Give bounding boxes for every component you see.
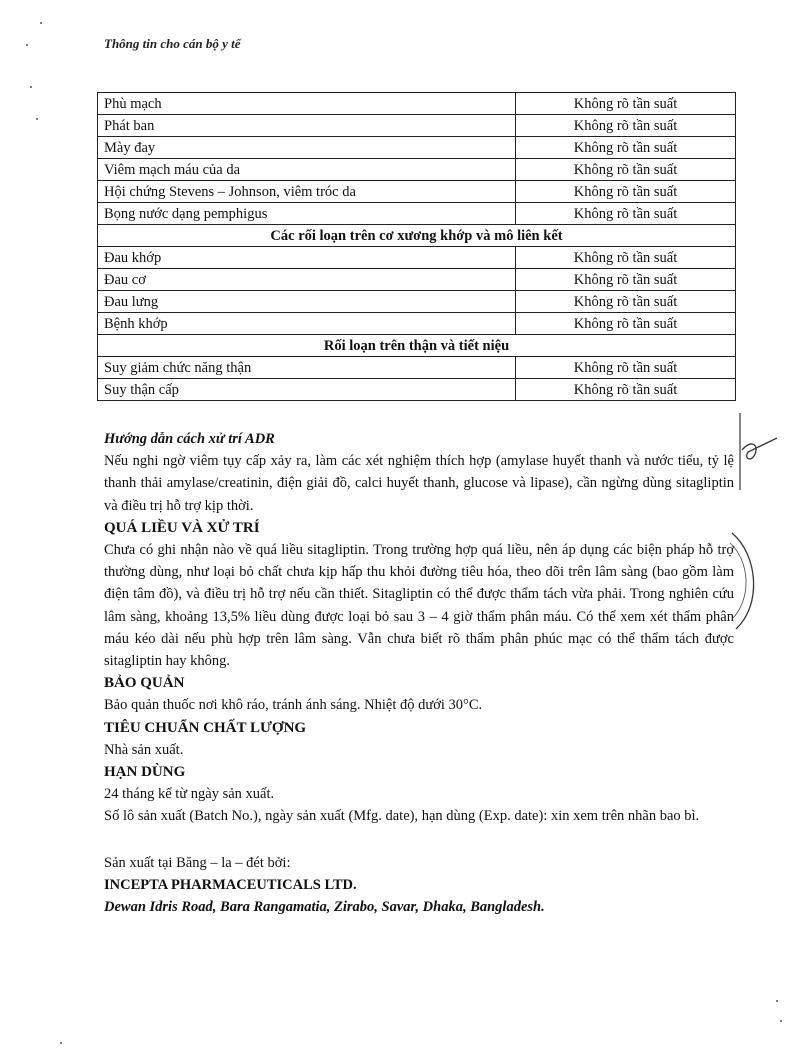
scan-speck	[26, 44, 28, 46]
frequency-cell: Không rõ tần suất	[516, 93, 736, 115]
scan-speck	[30, 86, 32, 88]
storage-text: Bảo quản thuốc nơi khô ráo, tránh ánh sáng. Nhiệt độ dưới 30°C.	[104, 697, 483, 714]
manufacturer-intro: Sản xuất tại Băng – la – đét bởi:	[104, 854, 291, 871]
frequency-cell: Không rõ tần suất	[516, 181, 736, 203]
adverse-effect-cell: Đau lưng	[98, 291, 516, 313]
table-row	[98, 159, 736, 181]
section-title: Các rối loạn trên cơ xương khớp và mô liên kết	[98, 225, 736, 247]
quality-heading: TIÊU CHUẨN CHẤT LƯỢNG	[104, 719, 307, 736]
scan-speck	[780, 1020, 782, 1022]
frequency-cell: Không rõ tần suất	[516, 379, 736, 401]
adr-guidance-text: Nếu nghi ngờ viêm tụy cấp xảy ra, làm các xét nghiệm thích hợp (amylase huyết thanh và nước tiểu, tỷ lệ thanh thải amylase/creatinin, điện giải đồ, calci huyết thanh, glucose và lipase), cần ngừng dùng sitagliptin và điều trị hỗ trợ kịp thời.	[104, 453, 734, 514]
adverse-effect-cell: Mày đay	[98, 137, 516, 159]
overdose-heading: QUÁ LIỀU VÀ XỬ TRÍ	[104, 519, 260, 536]
scan-speck	[36, 118, 38, 120]
adverse-reactions-table	[97, 92, 736, 401]
frequency-cell: Không rõ tần suất	[516, 291, 736, 313]
table-section-row	[98, 335, 736, 357]
table-row	[98, 313, 736, 335]
table-row	[98, 115, 736, 137]
expiry-heading: HẠN DÙNG	[104, 764, 186, 781]
document-body	[104, 428, 734, 918]
adverse-effect-cell: Bọng nước dạng pemphigus	[98, 203, 516, 225]
adverse-effect-cell: Bệnh khớp	[98, 313, 516, 335]
adverse-effect-cell: Đau khớp	[98, 247, 516, 269]
stamp-mark	[732, 408, 792, 508]
adverse-effect-cell: Phù mạch	[98, 93, 516, 115]
expiry-text-2: Số lô sản xuất (Batch No.), ngày sản xuất (Mfg. date), hạn dùng (Exp. date): xin xem trên nhãn bao bì.	[104, 808, 700, 825]
table-row	[98, 269, 736, 291]
table-row	[98, 203, 736, 225]
adverse-effect-cell: Đau cơ	[98, 269, 516, 291]
frequency-cell: Không rõ tần suất	[516, 357, 736, 379]
adverse-effect-cell: Phát ban	[98, 115, 516, 137]
section-title: Rối loạn trên thận và tiết niệu	[98, 335, 736, 357]
table-row	[98, 357, 736, 379]
frequency-cell: Không rõ tần suất	[516, 247, 736, 269]
adverse-effect-cell: Suy giảm chức năng thận	[98, 357, 516, 379]
scan-speck	[776, 1000, 778, 1002]
adr-guidance-title: Hướng dẫn cách xử trí ADR	[104, 431, 275, 447]
seal-fragment	[728, 525, 768, 635]
table-row	[98, 137, 736, 159]
overdose-text: Chưa có ghi nhận nào về quá liều sitagliptin. Trong trường hợp quá liều, nên áp dụng các biện pháp hỗ trợ thường dùng, như loại bỏ chất chưa kịp hấp thu khỏi đường tiêu hóa, theo dõi trên lâm sàng (bao gồm làm điện tâm đồ), và điều trị hỗ trợ nếu cần thiết. Sitagliptin có thể được thẩm tách vừa phải. Trong nghiên cứu lâm sàng, khoảng 13,5% liều dùng được loại bỏ sau 3 – 4 giờ thẩm phân máu. Có thể xem xét thẩm phân máu kéo dài nếu phù hợp trên lâm sàng. Vẫn chưa biết rõ thẩm phân phúc mạc có thể thẩm tách được sitagliptin hay không.	[104, 542, 734, 670]
frequency-cell: Không rõ tần suất	[516, 115, 736, 137]
table-row	[98, 93, 736, 115]
frequency-cell: Không rõ tần suất	[516, 269, 736, 291]
manufacturer-address: Dewan Idris Road, Bara Rangamatia, Zirabo, Savar, Dhaka, Bangladesh.	[104, 899, 545, 916]
frequency-cell: Không rõ tần suất	[516, 159, 736, 181]
table-row	[98, 291, 736, 313]
adverse-effect-cell: Viêm mạch máu của da	[98, 159, 516, 181]
scan-speck	[60, 1042, 62, 1044]
storage-heading: BẢO QUẢN	[104, 675, 185, 692]
frequency-cell: Không rõ tần suất	[516, 313, 736, 335]
frequency-cell: Không rõ tần suất	[516, 137, 736, 159]
page-header: Thông tin cho cán bộ y tế	[104, 36, 241, 51]
quality-text: Nhà sản xuất.	[104, 741, 184, 758]
table-section-row	[98, 225, 736, 247]
table-row	[98, 181, 736, 203]
scan-speck	[40, 22, 42, 24]
adverse-effect-cell: Hội chứng Stevens – Johnson, viêm tróc da	[98, 181, 516, 203]
table-row	[98, 379, 736, 401]
adverse-effect-cell: Suy thận cấp	[98, 379, 516, 401]
expiry-text-1: 24 tháng kể từ ngày sản xuất.	[104, 786, 275, 803]
manufacturer-name: INCEPTA PHARMACEUTICALS LTD.	[104, 876, 357, 893]
frequency-cell: Không rõ tần suất	[516, 203, 736, 225]
table-row	[98, 247, 736, 269]
